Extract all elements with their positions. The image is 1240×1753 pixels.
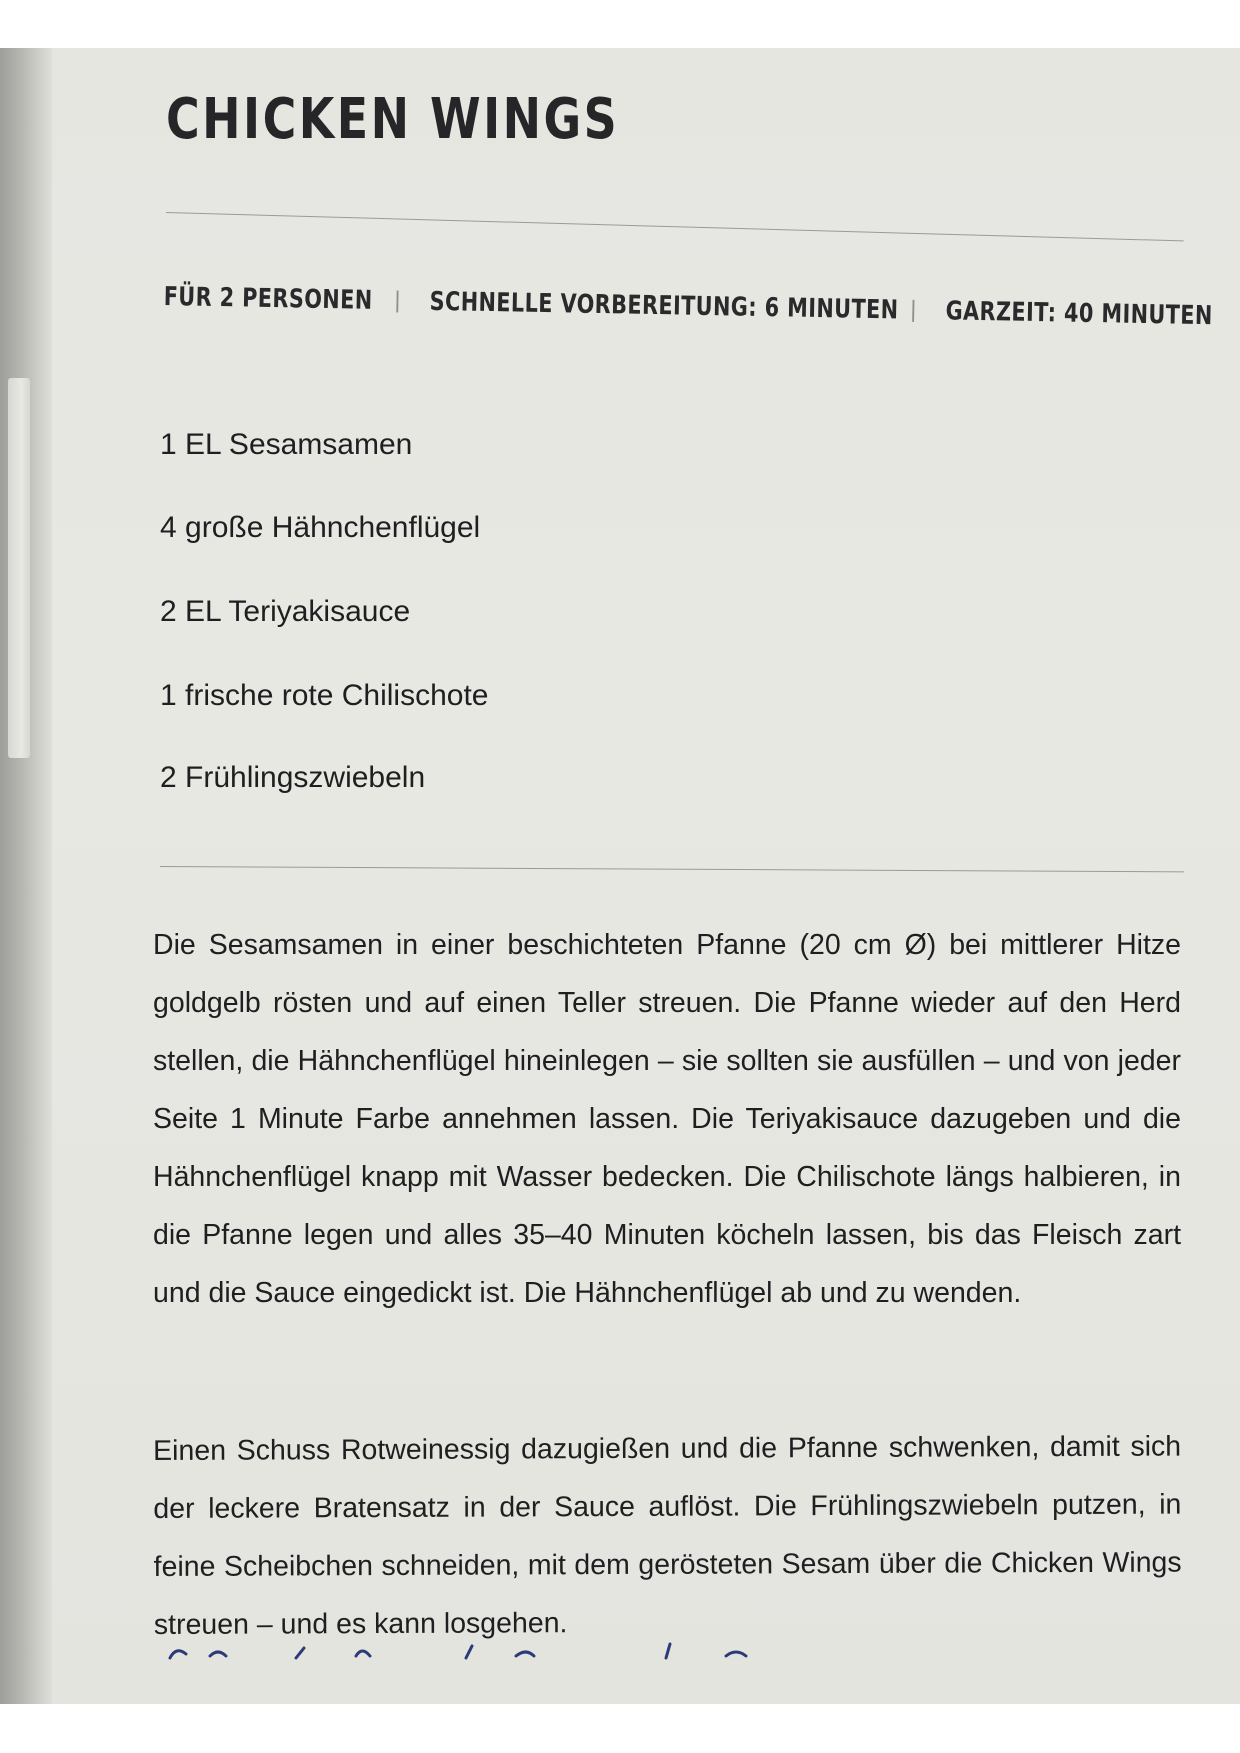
cook-time-label: GARZEIT: 40 MINUTEN [945, 296, 1213, 332]
ingredient-item: 2 EL Teriyakisauce [160, 595, 411, 628]
ingredient-item: 2 Frühlingszwiebeln [160, 761, 426, 794]
instruction-paragraph: Die Sesamsamen in einer beschichteten Pfanne (20 cm Ø) bei mittlerer Hitze goldgelb rösten und auf einen Teller streuen. Die Pfanne wieder auf den Herd stellen, die Hähnchenflügel hineinlegen – sie sollten sie ausfüllen – und von jeder Seite 1 Minute Farbe annehmen lassen. Die Teriyakisauce dazugeben und die Hähnchenflügel knapp mit Wasser bedecken. Die Chilischote längs halbieren, in die Pfanne legen und alles 35–40 Minuten köcheln lassen, bis das Fleisch zart und die Sauce eingedickt ist. Die Hähnchenflügel ab und zu wenden. [153, 929, 1181, 1309]
meta-separator: | [909, 297, 918, 323]
handwriting-mark [166, 1640, 806, 1660]
instruction-paragraph: Einen Schuss Rotweinessig dazugießen und die Pfanne schwenken, damit sich der leckere Bratensatz in der Sauce auflöst. Die Frühlingszwiebeln putzen, in feine Scheibchen schneiden, mit dem gerösteten Sesam über die Chicken Wings streuen – und es kann losgehen. [153, 1430, 1182, 1641]
meta-separator: | [393, 288, 402, 314]
ingredient-item: 4 große Hähnchenflügel [160, 511, 481, 544]
recipe-title: CHICKEN WINGS [166, 87, 620, 152]
prep-time-label: SCHNELLE VORBEREITUNG: 6 MINUTEN [429, 286, 899, 326]
ingredient-item: 1 EL Sesamsamen [160, 428, 413, 461]
book-page-edge [0, 48, 52, 1704]
servings-label: FÜR 2 PERSONEN [163, 282, 373, 316]
ingredient-item: 1 frische rote Chilischote [160, 679, 489, 712]
